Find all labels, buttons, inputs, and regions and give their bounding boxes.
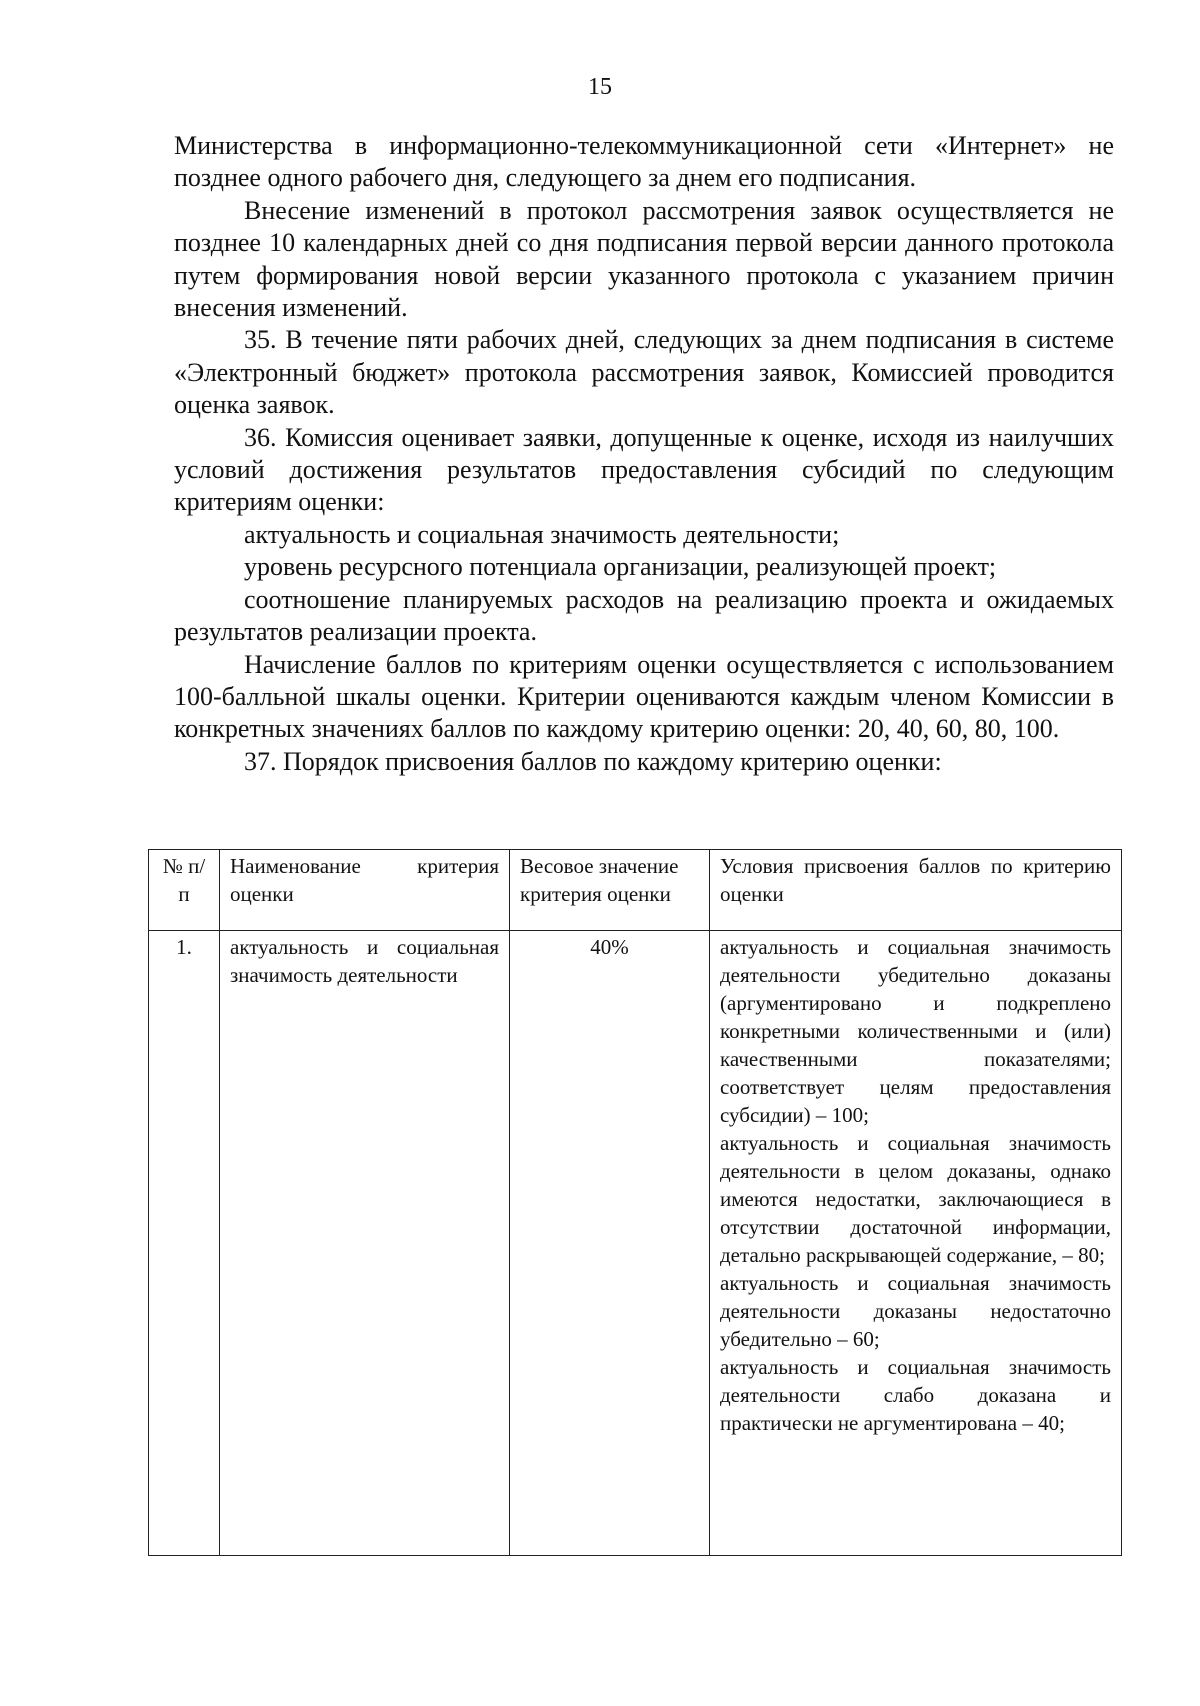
condition-score-60: актуальность и социальная значимость деятельности доказаны недостаточно убедительно – 60; <box>720 1271 1111 1351</box>
criterion-item-cost-ratio: соотношение планируемых расходов на реализацию проекта и ожидаемых результатов реализации проекта. <box>174 584 1114 647</box>
paragraph-scoring-scale: Начисление баллов по критериям оценки осуществляется с использованием 100-балльной шкалы оценки. Критерии оцениваются каждым членом Комиссии в конкретных значениях баллов по каждому критерию оценки: 20, 40, 60, 80, 100. <box>174 649 1114 744</box>
criterion-item-relevance: актуальность и социальная значимость деятельности; <box>244 519 840 549</box>
paragraph-35: 35. В течение пяти рабочих дней, следующих за днем подписания в системе «Электронный бюджет» протокола рассмотрения заявок, Комиссией проводится оценка заявок. <box>174 325 1114 420</box>
paragraph-37: 37. Порядок присвоения баллов по каждому критерию оценки: <box>244 746 942 776</box>
criteria-table <box>148 849 1122 1556</box>
row-criterion-name: актуальность и социальная значимость деятельности <box>220 931 510 1556</box>
document-body <box>174 130 1114 778</box>
paragraph-continuation: Министерства в информационно-телекоммуникационной сети «Интернет» не позднее одного рабочего дня, следующего за днем его подписания. <box>174 131 1114 193</box>
header-criterion-name: Наименование критерия оценки <box>220 850 510 931</box>
condition-score-100: актуальность и социальная значимость деятельности убедительно доказаны (аргументировано и подкреплено конкретными количественными и (или) качественными показателями; соответствует целям предоставления субсидии) – 100; <box>720 935 1111 1127</box>
header-number: № п/п <box>149 850 220 931</box>
header-weight: Весовое значение критерия оценки <box>510 850 710 931</box>
condition-score-80: актуальность и социальная значимость деятельности в целом доказаны, однако имеются недостатки, заключающиеся в отсутствии достаточной информации, детально раскрывающей содержание, – 80; <box>720 1131 1111 1267</box>
paragraph-protocol-changes: Внесение изменений в протокол рассмотрения заявок осуществляется не позднее 10 календарных дней со дня подписания первой версии данного протокола путем формирования новой версии указанного протокола с указанием причин внесения изменений. <box>174 195 1114 323</box>
condition-score-40: актуальность и социальная значимость деятельности слабо доказана и практически не аргументирована – 40; <box>720 1355 1111 1435</box>
paragraph-36: 36. Комиссия оценивает заявки, допущенные к оценке, исходя из наилучших условий достижения результатов предоставления субсидий по следующим критериям оценки: <box>174 422 1114 517</box>
header-conditions: Условия присвоения баллов по критерию оценки <box>710 850 1122 931</box>
table-header-row <box>149 850 1122 931</box>
row-number: 1. <box>149 931 220 1556</box>
criterion-item-resource-potential: уровень ресурсного потенциала организации, реализующей проект; <box>244 552 997 582</box>
table-row <box>149 931 1122 1556</box>
row-weight: 40% <box>510 931 710 1556</box>
row-conditions <box>710 931 1122 1556</box>
page-number: 15 <box>588 74 612 100</box>
